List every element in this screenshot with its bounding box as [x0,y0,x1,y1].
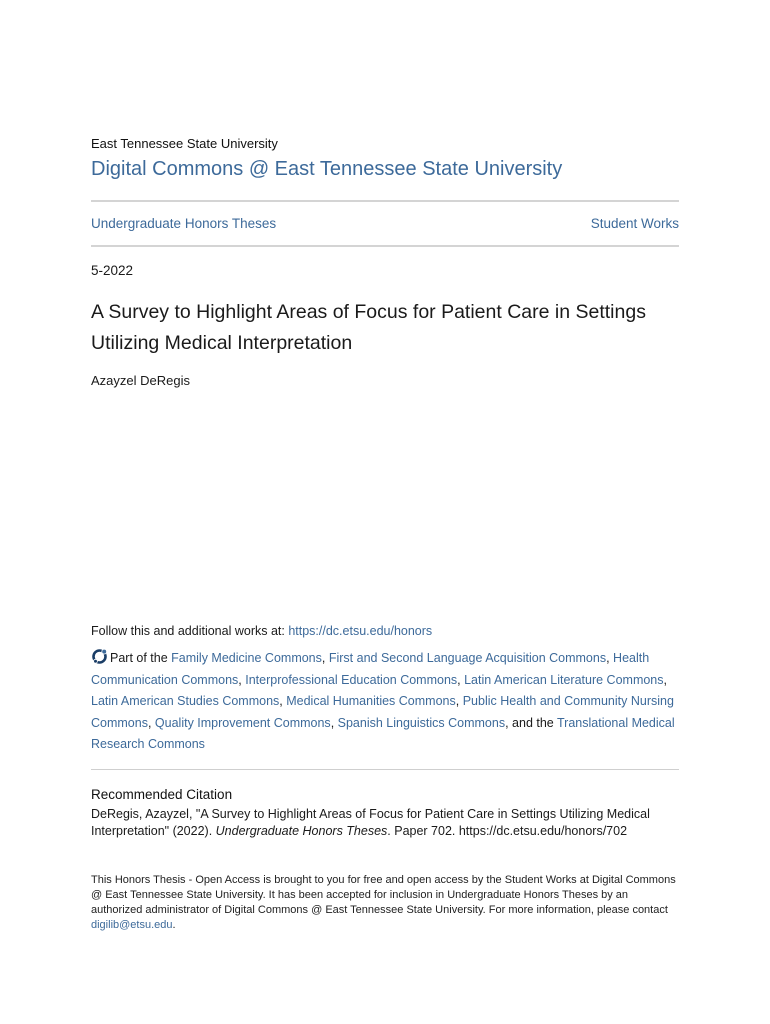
access-statement-end: . [172,919,176,931]
separator: , [238,672,246,687]
separator: , [321,651,329,665]
access-statement-text: This Honors Thesis - Open Access is brought to you for free and open access by the Student Works at Digital Commons @ East Tennessee State University. It has been accepted for inclusion in Undergraduate Honors Theses by an authorized administrator of Digital Commons @ East Tennessee State University. For more information, please contact [91,874,676,916]
commons-link-language-acquisition[interactable]: First and Second Language Acquisition Commons [328,651,607,665]
separator: , [455,694,463,708]
commons-link-latin-american-studies[interactable]: Latin American Studies Commons [91,694,280,708]
follow-text: Follow this and additional works at: [91,624,289,638]
access-statement [91,873,681,933]
separator: , [457,672,465,687]
commons-link-health-communication[interactable]: Health Communication Commons [91,651,650,687]
part-of-prefix: Part of the [110,651,172,665]
paper-title: A Survey to Highlight Areas of Focus for Patient Care in Settings Utilizing Medical Interpretation [91,301,646,354]
citation-heading: Recommended Citation [91,787,233,802]
citation-main: DeRegis, Azayzel, "A Survey to Highlight Areas of Focus for Patient Care in Settings Utilizing Medical Interpretation" (2022). [91,807,650,838]
student-works-link[interactable]: Student Works [590,216,679,231]
repository-link[interactable]: Digital Commons @ East Tennessee State University [91,158,563,180]
commons-link-interprofessional-education[interactable]: Interprofessional Education Commons [245,672,458,687]
commons-link-public-health-nursing[interactable]: Public Health and Community Nursing Commons [91,694,674,730]
publication-date: 5-2022 [91,263,134,278]
commons-link-translational-medical-research[interactable]: Translational Medical Research Commons [91,715,675,751]
follow-link[interactable]: https://dc.etsu.edu/honors [288,624,433,638]
separator: , [279,694,287,708]
commons-link-family-medicine[interactable]: Family Medicine Commons [171,651,322,665]
commons-network-icon [91,648,108,665]
nav-divider [91,245,679,247]
collection-link[interactable]: Undergraduate Honors Theses [91,216,277,231]
commons-link-quality-improvement[interactable]: Quality Improvement Commons [154,715,331,730]
follow-line [91,624,432,638]
commons-link-latin-american-literature[interactable]: Latin American Literature Commons [464,672,664,687]
separator: , [663,672,667,687]
citation-series: Undergraduate Honors Theses [215,824,388,838]
citation-text [91,806,681,840]
citation-divider [91,769,679,770]
and-the: , and the [505,715,557,730]
separator: , [330,715,338,730]
citation-end: . Paper 702. https://dc.etsu.edu/honors/702 [387,824,628,838]
commons-link-spanish-linguistics[interactable]: Spanish Linguistics Commons [337,715,506,730]
separator: , [606,651,614,665]
part-of-commons [91,648,683,756]
contact-email-link[interactable]: digilib@etsu.edu [91,919,173,931]
institution-name: East Tennessee State University [91,136,278,151]
author-name: Azayzel DeRegis [91,373,190,388]
header-divider [91,200,679,202]
separator: , [147,715,155,730]
commons-link-medical-humanities[interactable]: Medical Humanities Commons [286,694,456,708]
